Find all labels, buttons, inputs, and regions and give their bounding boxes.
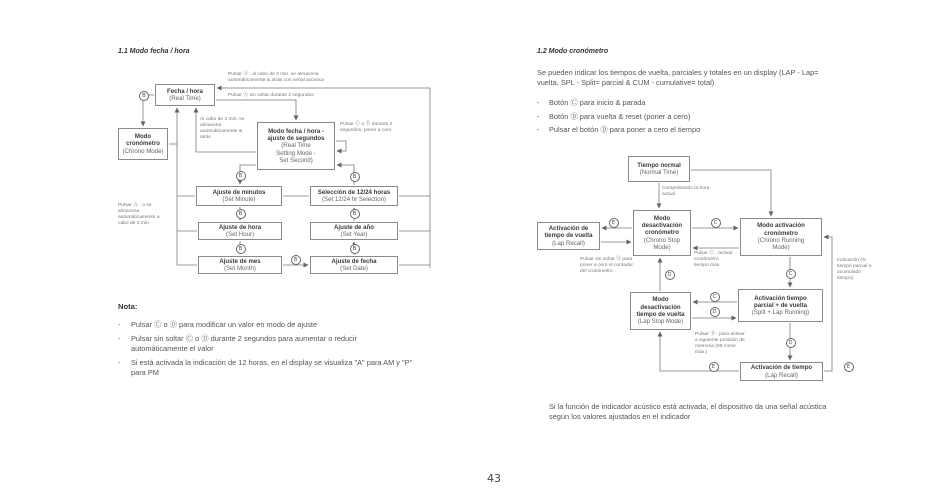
note-memory-position [695, 332, 745, 356]
state-real-time [155, 84, 215, 106]
intro-line: vuelta, SPL - Split= parcial & CUM - cumulative= total) [537, 78, 715, 87]
state-lap-recall-left [537, 222, 600, 250]
note-line: tiempo parcial o [837, 264, 872, 269]
box-subtitle: Set Second) [279, 156, 313, 164]
box-subtitle: (Lap Recall) [552, 239, 585, 247]
box-title: Activación tiempo [754, 294, 807, 302]
note-line: almacena [200, 123, 222, 128]
section-title-chronograph: 1.2 Modo cronómetro [537, 48, 609, 55]
bullet-lap-reset: Botón Ⓓ para vuelta & reset (poner a cero) [549, 112, 691, 121]
note-line: Pulsar Ⓐ sin soltar durante 2 segundos [228, 93, 314, 98]
note-line: cabo de 3 min [118, 221, 149, 226]
acoustic-signal-paragraph [549, 402, 826, 422]
box-subtitle: (Normal Time) [639, 169, 679, 176]
note-line: Al cabo de 3 min. se [200, 117, 245, 122]
footer-line: según los valores ajustados en el indicador [549, 412, 691, 421]
button-d-marker: D [710, 307, 720, 317]
state-lap-recall-right [740, 362, 823, 381]
note-display-indication [837, 258, 872, 282]
box-title: Modo [653, 214, 671, 222]
note-timeout-mid [200, 117, 244, 141]
note-line: máx.) [695, 350, 708, 355]
state-set-year [310, 222, 398, 240]
note-line: Pulsar sin soltar Ⓓ para [580, 257, 633, 262]
bullet-dash: - [537, 98, 540, 107]
button-c-marker: C [710, 292, 720, 302]
state-set-second [257, 122, 335, 170]
box-title: desactivación [640, 303, 681, 311]
note-timeout-return [228, 72, 324, 84]
bullet-dash: - [537, 112, 540, 121]
state-set-12-24 [310, 186, 398, 206]
button-d-marker: D [665, 270, 675, 280]
box-title: cronómetro [126, 140, 160, 148]
box-title: cronómetro [764, 229, 798, 237]
note-line: segundos, poner a cero [340, 128, 392, 133]
button-d-marker: D [786, 338, 796, 348]
box-title: Activación de tiempo [750, 364, 813, 372]
bullet-dash: - [118, 334, 121, 343]
note-line: automáticamente a [118, 215, 160, 220]
bullet-dash: - [118, 320, 121, 329]
button-b-marker: B [236, 171, 246, 181]
note-line: Pulsar Ⓐ : o se [118, 203, 152, 208]
button-c-marker: C [786, 269, 796, 279]
box-title: Ajuste de fecha [331, 257, 377, 265]
connector-arrow [217, 88, 430, 268]
note-line: tiempo) [837, 276, 854, 281]
box-title: Fecha / hora [167, 87, 203, 95]
state-set-minute [196, 186, 282, 206]
box-subtitle: (Set Minute) [222, 196, 256, 203]
state-chrono-mode [118, 128, 168, 160]
note-line: tiempo máx. [694, 263, 721, 268]
state-set-date [310, 256, 398, 274]
note-reset-seconds [340, 122, 392, 134]
note-hold-a [228, 93, 314, 99]
nota-item-line: Pulsar sin soltar Ⓒ o Ⓓ durante 2 segundos para aumentar o reducir [131, 334, 357, 343]
note-line: Comprobando la hora [662, 186, 710, 191]
box-subtitle: (Chrono Stop [643, 236, 681, 244]
box-subtitle: (Set Year) [340, 231, 368, 238]
box-title: desactivación [641, 222, 683, 230]
button-c-marker: C [711, 218, 721, 228]
state-lap-stop [630, 292, 691, 330]
box-subtitle: (Real Time [281, 142, 311, 150]
box-subtitle: (Chrono Mode) [122, 147, 164, 155]
note-line: poner a cero el contador [580, 263, 634, 268]
nota-item [131, 320, 317, 330]
box-title: Ajuste de año [334, 223, 374, 231]
note-press-a-store [118, 203, 160, 227]
nota-item-line: automáticamente el valor [131, 344, 214, 353]
button-e-marker: E [844, 362, 854, 372]
note-line: memoria (99 como [695, 344, 736, 349]
note-line: automáticamente & atrás con señal acústica [228, 78, 324, 83]
note-press-c-running [694, 251, 733, 269]
box-title: ajuste de segundos [267, 135, 325, 143]
intro-paragraph [537, 68, 819, 88]
button-b-marker: B [291, 255, 301, 265]
box-subtitle: (Set Date) [340, 265, 368, 272]
box-title: Modo fecha / hora - [268, 127, 324, 135]
box-title: Tiempo normal [637, 161, 681, 169]
state-set-month [198, 256, 282, 274]
nota-item [131, 358, 412, 378]
box-subtitle: (Set Month) [224, 265, 256, 272]
note-line: a siguiente posición de [695, 338, 745, 343]
note-line: Pulsar Ⓒ o Ⓓ durante 2 [340, 122, 393, 127]
button-b-marker: B [236, 244, 246, 254]
state-chrono-stop [633, 210, 691, 256]
box-title: tiempo de vuelta [544, 232, 593, 240]
note-line: Pulsar Ⓐ : al cabo de 3 min. se almacena [228, 72, 319, 77]
bullet-dash: - [118, 358, 121, 367]
button-b-marker: B [350, 244, 360, 254]
nota-item-line: Pulsar Ⓒ o Ⓓ para modificar un valor en modo de ajuste [131, 320, 318, 329]
box-title: Activación de [548, 225, 589, 233]
box-subtitle: (Split + Lap Running) [751, 309, 810, 317]
note-line: automáticamente & [200, 129, 243, 134]
box-title: Ajuste de hora [218, 223, 262, 231]
nota-heading: Nota: [118, 302, 138, 311]
box-subtitle: (Lap Recall) [765, 371, 798, 379]
state-chrono-running [740, 218, 822, 256]
note-line: almacena [118, 209, 140, 214]
bullet-reset-time: Pulsar el botón Ⓓ para poner a cero el tiempo [549, 125, 701, 134]
box-subtitle: (Set Hour) [225, 231, 255, 238]
note-line: del cronómetro [580, 269, 613, 274]
box-subtitle: (Real Time) [169, 95, 201, 102]
note-check-time [662, 186, 709, 198]
box-subtitle: Setting Mode - [276, 149, 316, 157]
connector-arrow [824, 237, 832, 371]
note-line: Pulsar Ⓓ : para activar [695, 332, 745, 337]
note-line: atrás [200, 135, 211, 140]
note-line: Indicación (% [837, 258, 867, 263]
box-subtitle: Mode) [653, 243, 671, 251]
box-title: Modo [652, 296, 669, 304]
state-normal-time [628, 156, 690, 182]
button-e-marker: E [609, 218, 619, 228]
box-title: Ajuste de minutos [212, 188, 266, 196]
note-line: Pulsar Ⓒ : activar [694, 251, 733, 256]
box-subtitle: (Lap Stop Mode) [637, 318, 684, 326]
connector-arrow [336, 141, 346, 151]
box-subtitle: (Set 12/24 hr Selection) [321, 196, 387, 203]
box-title: Ajuste de mes [219, 257, 261, 265]
box-title: Modo [134, 133, 152, 141]
bullet-dash: - [537, 125, 540, 134]
note-reset-chrono [580, 257, 633, 275]
box-title: Selección de 12/24 horas [317, 188, 391, 196]
button-b-marker: B [236, 209, 246, 219]
box-subtitle: Mode) [772, 244, 790, 252]
button-e-marker: E [709, 362, 719, 372]
note-line: cronómetro [694, 257, 719, 262]
nota-item-line: para PM [131, 368, 159, 377]
nota-item [131, 334, 357, 354]
page-number: 43 [487, 472, 501, 485]
note-line: actual [662, 192, 676, 197]
box-title: tiempo de vuelta [636, 311, 685, 318]
box-subtitle: (Chrono Running [757, 237, 805, 244]
box-title: Modo activación [757, 222, 805, 230]
nota-item-line: Si está activada la indicación de 12 horas, en el display se visualiza "A" para AM y "P" [131, 358, 413, 367]
state-set-hour [198, 222, 282, 240]
box-title: cronómetro [645, 229, 679, 237]
button-b-marker: B [350, 172, 360, 182]
intro-line: Se pueden indicar los tiempos de vuelta, parciales y totales en un display (LAP - Lap= [537, 68, 819, 77]
bullet-start-stop: Botón Ⓒ para inicio & parada [549, 98, 646, 107]
section-title-date-time: 1.1 Modo fecha / hora [118, 48, 190, 55]
box-title: parcial + de vuelta [753, 301, 807, 309]
note-line: acumulado [837, 270, 861, 275]
footer-line: Si la función de indicador acústico está activada, el dispositivo da una señal acústica [549, 402, 827, 411]
state-split-lap-running [738, 289, 823, 322]
button-b-marker: B [350, 209, 360, 219]
button-b-marker: B [139, 91, 149, 101]
